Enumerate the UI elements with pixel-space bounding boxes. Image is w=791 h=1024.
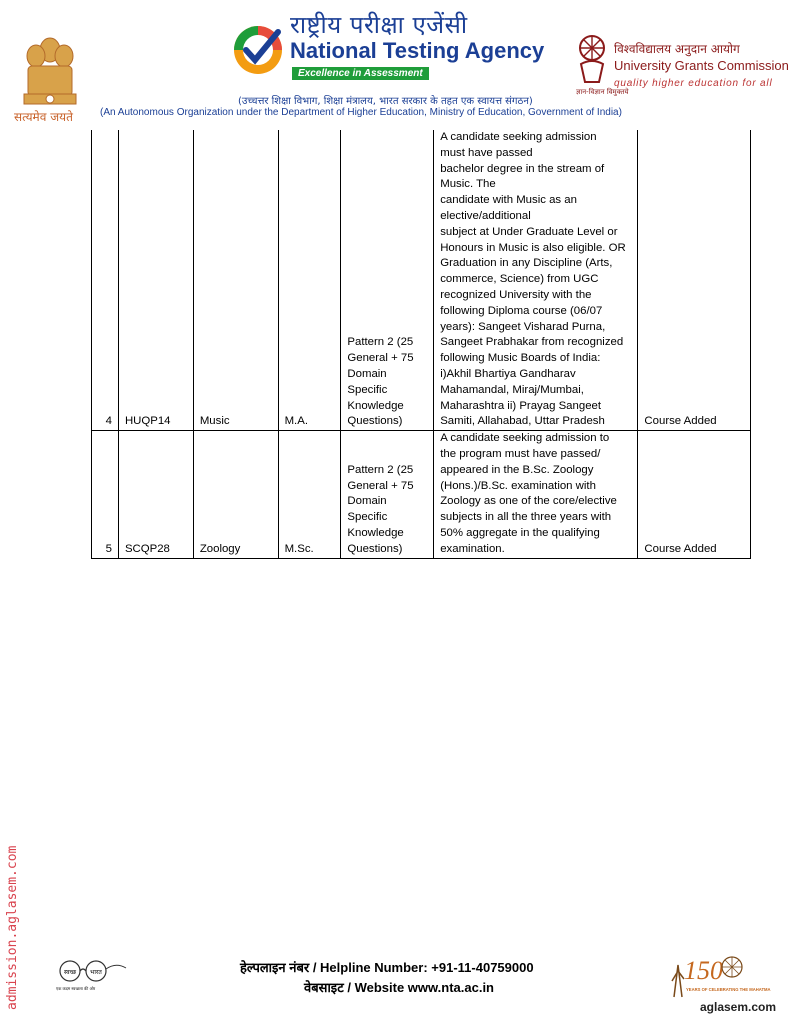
eligibility-line: A candidate seeking admission <box>440 131 597 143</box>
ugc-tagline: quality higher education for all <box>614 78 773 89</box>
eligibility-line: 50% aggregate in the qualifying <box>440 526 600 539</box>
eligibility-line: the program must have passed/ <box>440 447 601 460</box>
exam-pattern <box>341 130 434 431</box>
eligibility-line: following Diploma course (06/07 <box>440 304 603 317</box>
english-subtitle: (An Autonomous Organization under the Department of Higher Education, Ministry of Education, Government of India) <box>100 107 622 118</box>
serial-number: 5 <box>92 431 119 558</box>
eligibility-line: elective/additional <box>440 209 531 222</box>
eligibility-line: Music. The <box>440 178 496 191</box>
eligibility-line: (Hons.)/B.Sc. examination with <box>440 479 596 492</box>
course-code: HUQP14 <box>118 130 193 431</box>
eligibility-line: Honours in Music is also eligible. OR <box>440 241 626 254</box>
eligibility-line: bachelor degree in the stream of <box>440 162 605 175</box>
subject-name: Music <box>193 130 278 431</box>
eligibility-line: appeared in the B.Sc. Zoology <box>440 463 594 476</box>
eligibility-line: A candidate seeking admission to <box>440 432 610 445</box>
website-link: वेबसाइट / Website www.nta.ac.in <box>304 980 494 995</box>
pattern-line: Pattern 2 (25 <box>347 463 414 476</box>
gandhi-caption: YEARS OF CELEBRATING THE MAHATMA <box>686 987 771 992</box>
table-row <box>92 431 751 558</box>
swachh-bharat-logo-icon <box>52 958 128 994</box>
pattern-line: Knowledge <box>347 399 404 412</box>
watermark-text: admission.aglasem.com <box>5 845 20 1010</box>
eligibility-line: following Music Boards of India: <box>440 352 601 365</box>
ugc-motto: ज्ञान-विज्ञान विमुक्तये <box>576 88 629 96</box>
gandhi-150-logo-icon <box>668 945 771 1005</box>
course-status: Course Added <box>638 431 751 558</box>
eligibility-line: subjects in all the three years with <box>440 511 612 524</box>
nta-tagline: Excellence in Assessment <box>292 67 429 80</box>
helpline-number: हेल्पलाइन नंबर / Helpline Number: +91-11-40759000 <box>240 960 534 975</box>
exam-pattern <box>341 431 434 558</box>
eligibility-line: Graduation in any Discipline (Arts, <box>440 257 613 270</box>
swachh-caption: एक कदम स्वच्छता की ओर <box>56 986 96 991</box>
eligibility-line: examination. <box>440 542 505 555</box>
pattern-line: Domain <box>347 495 387 508</box>
serial-number: 4 <box>92 130 119 431</box>
course-status: Course Added <box>638 130 751 431</box>
eligibility-line: recognized University with the <box>440 288 592 301</box>
eligibility-criteria <box>434 431 638 558</box>
swachh-left-text: स्वच्छ <box>63 969 77 976</box>
eligibility-line: i)Akhil Bhartiya Gandharav <box>440 367 576 380</box>
pattern-line: General + 75 <box>347 479 414 492</box>
aglasem-watermark <box>2 820 22 1010</box>
eligibility-line: candidate with Music as an <box>440 194 577 207</box>
eligibility-line: Maharashtra ii) Prayag Sangeet <box>440 399 602 412</box>
eligibility-line: commerce, Science) from UGC <box>440 273 599 286</box>
swachh-right-text: भारत <box>90 969 102 976</box>
aglasem-brand: aglasem.com <box>700 1000 777 1014</box>
pattern-line: General + 75 <box>347 352 414 365</box>
eligibility-line: years): Sangeet Visharad Purna, <box>440 320 606 333</box>
nta-hindi-name: राष्ट्रीय परीक्षा एजेंसी <box>290 11 468 39</box>
ugc-emblem-icon <box>575 30 609 94</box>
eligibility-criteria <box>434 130 638 431</box>
pattern-line: Specific <box>347 511 388 524</box>
nta-checkmark-logo-icon <box>228 18 288 78</box>
degree-name: M.Sc. <box>278 431 341 558</box>
eligibility-line: subject at Under Graduate Level or <box>440 225 618 238</box>
ugc-english-name: University Grants Commission <box>614 58 789 73</box>
pattern-line: Questions) <box>347 542 403 555</box>
degree-name: M.A. <box>278 130 341 431</box>
pattern-line: Domain <box>347 367 387 380</box>
pattern-line: Knowledge <box>347 526 404 539</box>
eligibility-line: Zoology as one of the core/elective <box>440 495 617 508</box>
course-code: SCQP28 <box>118 431 193 558</box>
eligibility-line: Mahamandal, Miraj/Mumbai, <box>440 383 584 396</box>
gandhi-number: 150 <box>684 956 723 985</box>
pattern-line: Pattern 2 (25 <box>347 336 414 349</box>
hindi-subtitle: (उच्चत्तर शिक्षा विभाग, शिक्षा मंत्रालय, भारत सरकार के तहत एक स्वायत्त संगठन) <box>238 96 533 107</box>
ugc-hindi-name: विश्वविद्यालय अनुदान आयोग <box>614 42 740 56</box>
emblem-motto: सत्यमेव जयते <box>14 110 73 124</box>
course-table <box>91 130 751 559</box>
table-row <box>92 130 751 431</box>
eligibility-line: Sangeet Prabhakar from recognized <box>440 336 624 349</box>
pattern-line: Specific <box>347 383 388 396</box>
pattern-line: Questions) <box>347 415 403 428</box>
nta-english-name: National Testing Agency <box>290 38 545 63</box>
eligibility-line: must have passed <box>440 146 533 159</box>
eligibility-line: Samiti, Allahabad, Uttar Pradesh <box>440 415 605 428</box>
subject-name: Zoology <box>193 431 278 558</box>
